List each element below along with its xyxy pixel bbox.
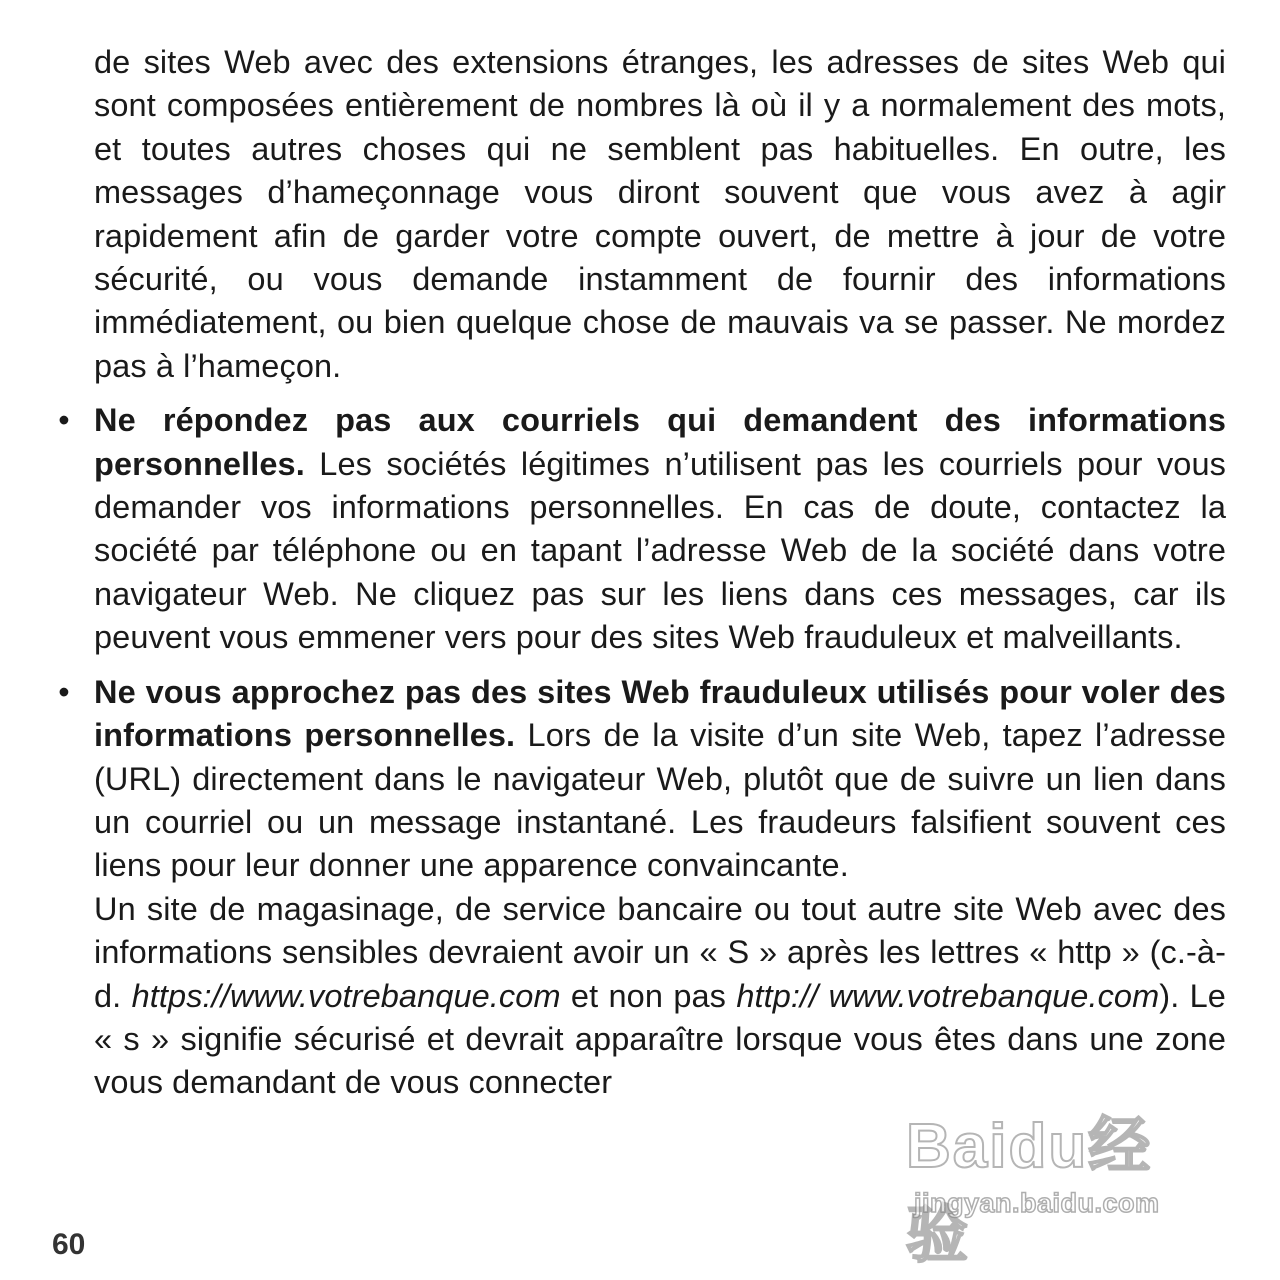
followup-text: et non pas — [560, 977, 737, 1014]
bullet-lead-text: Ne répondez pas aux courriels qui demandent des informations personnelles. — [94, 402, 1226, 482]
bullet-item — [58, 671, 1227, 1105]
watermark-url: jingyan.baidu.com — [914, 1188, 1160, 1218]
bullet-item — [58, 399, 1226, 659]
bullet-lead-text: Ne vous approchez pas des sites Web frauduleux utilisés pour voler des informations personnelles. — [94, 673, 1226, 754]
bullet-paragraph — [94, 671, 1226, 888]
intro-paragraph: de sites Web avec des extensions étranges, les adresses de sites Web qui sont composées entièrement de nombres là où il y a normalement des mots, et toutes autres choses qui ne semblent pas habituelles. En outre, les messages d’hameçonnage vous diront souvent que vous avez à agir rapidement afin de garder votre compte ouvert, de mettre à jour de votre sécurité, ou vous demande instamment de fournir des informations immédiatement, ou bien quelque chose de mauvais va se passer. Ne mordez pas à l’hameçon. — [94, 44, 1226, 384]
example-insecure-url: http:// www.votrebanque.com — [736, 977, 1160, 1014]
baidu-watermark — [896, 1096, 1216, 1270]
bullet-marker: • — [58, 402, 70, 439]
bullet-paragraph — [94, 399, 1226, 659]
bullet-followup-paragraph — [94, 888, 1226, 1105]
page-body — [58, 41, 1227, 1105]
followup-text: ). Le « s » signifie sécurisé et devrait apparaître lorsque vous êtes dans une zone vous demandant de vous connecter — [94, 977, 1226, 1101]
bullet-body-text: Les sociétés légitimes n’utilisent pas les courriels pour vous demander vos informations personnelles. En cas de doute, contactez la société par téléphone ou en tapant l’adresse Web de la société dans votre navigateur Web. Ne cliquez pas sur les liens dans ces messages, car ils peuvent vous emmener vers pour des sites Web frauduleux et malveillants. — [94, 445, 1226, 656]
watermark-logo: Baidu经验 — [906, 1112, 1153, 1270]
page-number: 60 — [52, 1228, 86, 1261]
bullet-marker: • — [58, 673, 70, 710]
example-secure-url: https://www.votrebanque.com — [131, 977, 561, 1014]
followup-text: Un site de magasinage, de service bancaire ou tout autre site Web avec des informations sensibles devraient avoir un « S » après les lettres « http » (c.-à-d. — [94, 890, 1226, 1014]
bullet-body-text: Lors de la visite d’un site Web, tapez l’adresse (URL) directement dans le navigateur Web, plutôt que de suivre un lien dans un courriel ou un message instantané. Les fraudeurs falsifient souvent ces liens pour leur donner une apparence convaincante. — [94, 717, 1227, 884]
